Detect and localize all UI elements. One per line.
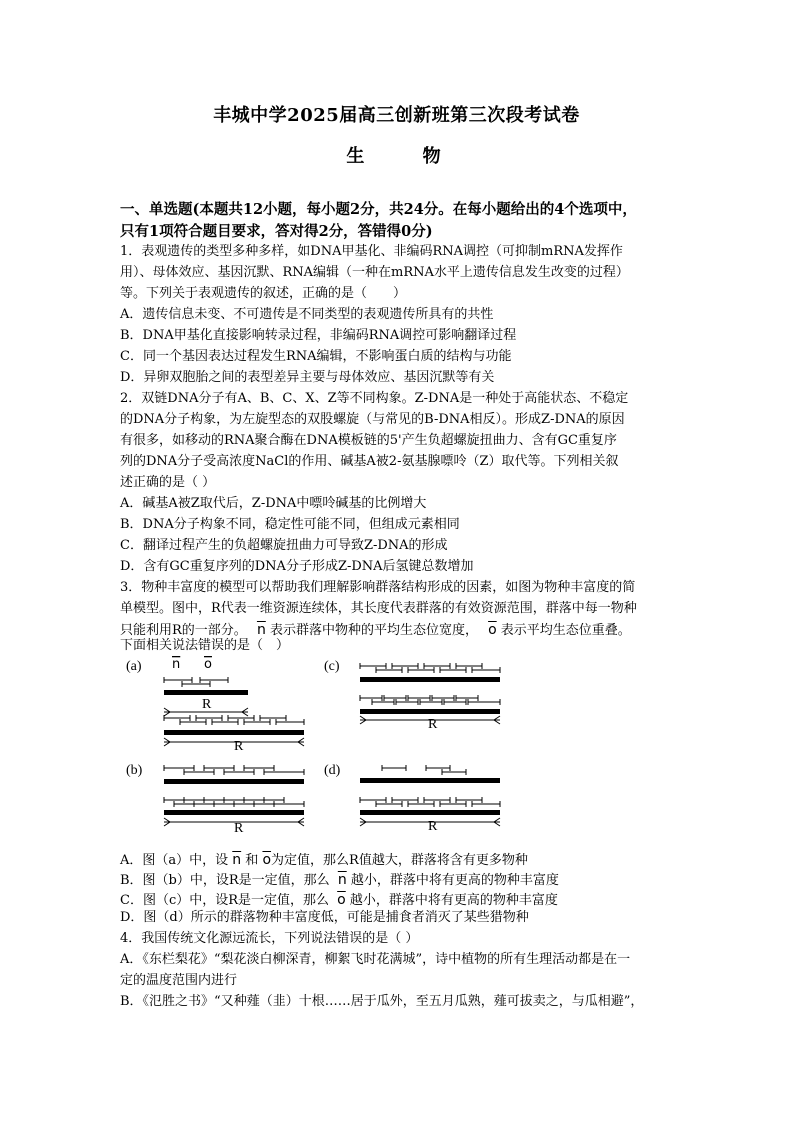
resource-bar-a1 — [164, 690, 248, 695]
niche-segments-d2 — [360, 797, 500, 807]
q3-stem-3b: 表示群落中物种的平均生态位宽度， — [265, 623, 478, 638]
q2-stem-line-5: 述正确的是（ ） — [120, 475, 216, 490]
q2-option-c: C．翻译过程产生的负超螺旋扭曲力可导致Z-DNA的形成 — [120, 538, 448, 553]
q2-stem-line-1: 2．双链DNA分子有A、B、C、X、Z等不同构象。Z-DNA是一种处于高能状态、不稳定 — [120, 391, 629, 406]
q1-option-a: A．遗传信息未变、不可遗传是不同类型的表观遗传所具有的共性 — [120, 307, 494, 322]
q3-option-a-part3: 为定值，那么R值越大，群落将含有更多物种 — [271, 853, 528, 868]
q3-option-a-part1: A．图（a）中，设 — [120, 853, 229, 868]
q3-option-c-part2: 越小，群落中将有更高的物种丰富度 — [349, 893, 558, 908]
q2-option-d: D．含有GC重复序列的DNA分子形成Z-DNA后氢键总数增加 — [120, 559, 474, 574]
niche-segments-a2 — [164, 715, 304, 725]
figure-label-c: (c) — [324, 659, 340, 674]
figure-label-b: (b) — [126, 763, 143, 778]
q3-stem-3a: 只能利用R的一部分。 — [120, 623, 247, 638]
q2-stem-line-4: 列的DNA分子受高浓度NaCl的作用、碱基A被2-氨基腺嘌呤（Z）取代等。下列相关叙 — [120, 454, 619, 469]
resource-bar-a2 — [164, 730, 304, 735]
q3-stem-line-4: 下面相关说法错误的是（ ） — [120, 638, 290, 653]
r-label-c: R — [428, 717, 438, 732]
r-label-a2: R — [234, 739, 244, 754]
resource-bar-d1 — [360, 778, 500, 783]
resource-bar-c2 — [360, 709, 500, 714]
n-bar-symbol: $\overline{n}$ — [232, 852, 242, 868]
figure-label-d: (d) — [324, 763, 341, 778]
resource-bar-c1 — [360, 677, 500, 682]
figure-label-a: (a) — [126, 659, 142, 674]
niche-segments-d1 — [382, 765, 466, 775]
q2-stem-line-2: 的DNA分子构象，为左旋型态的双股螺旋（与常见的B-DNA相反）。形成Z-DNA的原因 — [120, 412, 625, 427]
q3-stem-3c: 表示平均生态位重叠。 — [496, 623, 631, 638]
n-bar-symbol: $\overline{n}$ — [256, 622, 266, 638]
q1-option-d: D．异卵双胞胎之间的表型差异主要与母体效应、基因沉默等有关 — [120, 370, 495, 385]
q1-stem-line-2: 用）、母体效应、基因沉默、RNA编辑（一种在mRNA水平上遗传信息发生改变的过程） — [120, 265, 629, 280]
r-label-d: R — [428, 819, 438, 834]
q2-option-a: A．碱基A被Z取代后，Z-DNA中嘌呤碱基的比例增大 — [120, 496, 427, 511]
q3-option-c-part1: C．图（c）中，设R是一定值，那么 — [120, 893, 330, 908]
q3-option-b — [120, 872, 680, 889]
q1-option-b: B．DNA甲基化直接影响转录过程，非编码RNA调控可影响翻译过程 — [120, 328, 517, 343]
section-heading-line-1: 一、单选题(本题共12小题，每小题2分，共24分。在每小题给出的4个选项中， — [120, 201, 637, 218]
q4-stem: 4．我国传统文化源远流长，下列说法错误的是（ ） — [120, 931, 419, 946]
q3-stem-line-1: 3．物种丰富度的模型可以帮助我们理解影响群落结构形成的因素，如图为物种丰富度的简 — [120, 580, 636, 595]
niche-segments-b1 — [164, 765, 304, 775]
resource-bar-d2 — [360, 810, 500, 815]
q3-option-c — [120, 892, 680, 909]
q4-option-a-line-1: A．《东栏梨花》“梨花淡白柳深青，柳絮飞时花满城”，诗中植物的所有生理活动都是在一 — [120, 952, 631, 967]
q4-option-a-line-2: 定的温度范围内进行 — [120, 973, 238, 988]
section-heading-line-2: 只有1项符合题目要求，答对得2分，答错得0分) — [120, 223, 433, 240]
o-bar-symbol: $\overline{o}$ — [337, 892, 346, 908]
niche-model-figure — [120, 652, 520, 837]
o-bar-symbol: $\overline{o}$ — [488, 622, 497, 638]
q3-option-d: D．图（d）所示的群落物种丰富度低，可能是捕食者消灭了某些猎物种 — [120, 910, 529, 925]
q2-option-b: B．DNA分子构象不同，稳定性可能不同，但组成元素相同 — [120, 517, 460, 532]
q1-option-c: C．同一个基因表达过程发生RNA编辑，不影响蛋白质的结构与功能 — [120, 349, 512, 364]
figure-n-bar: n — [172, 657, 181, 672]
resource-bar-b1 — [164, 779, 304, 784]
niche-segments-a1 — [164, 677, 228, 687]
resource-bar-b2 — [164, 810, 304, 815]
subject-heading: 生 物 — [346, 146, 467, 167]
q3-stem-line-2: 单模型。图中，R代表一维资源连续体，其长度代表群落的有效资源范围，群落中每一物种 — [120, 601, 637, 616]
q3-stem-line-3 — [120, 622, 680, 639]
q3-option-a-part2: 和 — [245, 853, 259, 868]
q2-stem-line-3: 有很多，如移动的RNA聚合酶在DNA模板链的5'产生负超螺旋扭曲力、含有GC重复序 — [120, 433, 617, 448]
figure-o-bar: o — [204, 657, 212, 672]
q4-option-b-line-1: B．《氾胜之书》“又种薤（韭）十根……居于瓜外，至五月瓜熟，薤可拔卖之，与瓜相避”， — [120, 994, 644, 1009]
section-heading — [120, 199, 680, 243]
niche-segments-c1 — [360, 663, 500, 673]
niche-segments-b2 — [164, 797, 304, 807]
o-bar-symbol: $\overline{o}$ — [262, 852, 272, 868]
q1-stem-line-3: 等。下列关于表观遗传的叙述，正确的是（ ） — [120, 286, 407, 301]
page-title: 丰城中学2025届高三创新班第三次段考试卷 — [213, 105, 580, 126]
q3-option-b-part2: 越小，群落中将有更高的物种丰富度 — [350, 873, 559, 888]
n-bar-symbol: $\overline{n}$ — [337, 872, 347, 888]
q3-option-a — [120, 852, 680, 869]
r-label-a1: R — [202, 697, 212, 712]
niche-segments-c2 — [360, 695, 500, 705]
q3-option-b-part1: B．图（b）中，设R是一定值，那么 — [120, 873, 330, 888]
q1-stem-line-1: 1．表观遗传的类型多种多样，如DNA甲基化、非编码RNA调控（可抑制mRNA发挥作 — [120, 244, 623, 259]
r-label-b: R — [234, 821, 244, 836]
